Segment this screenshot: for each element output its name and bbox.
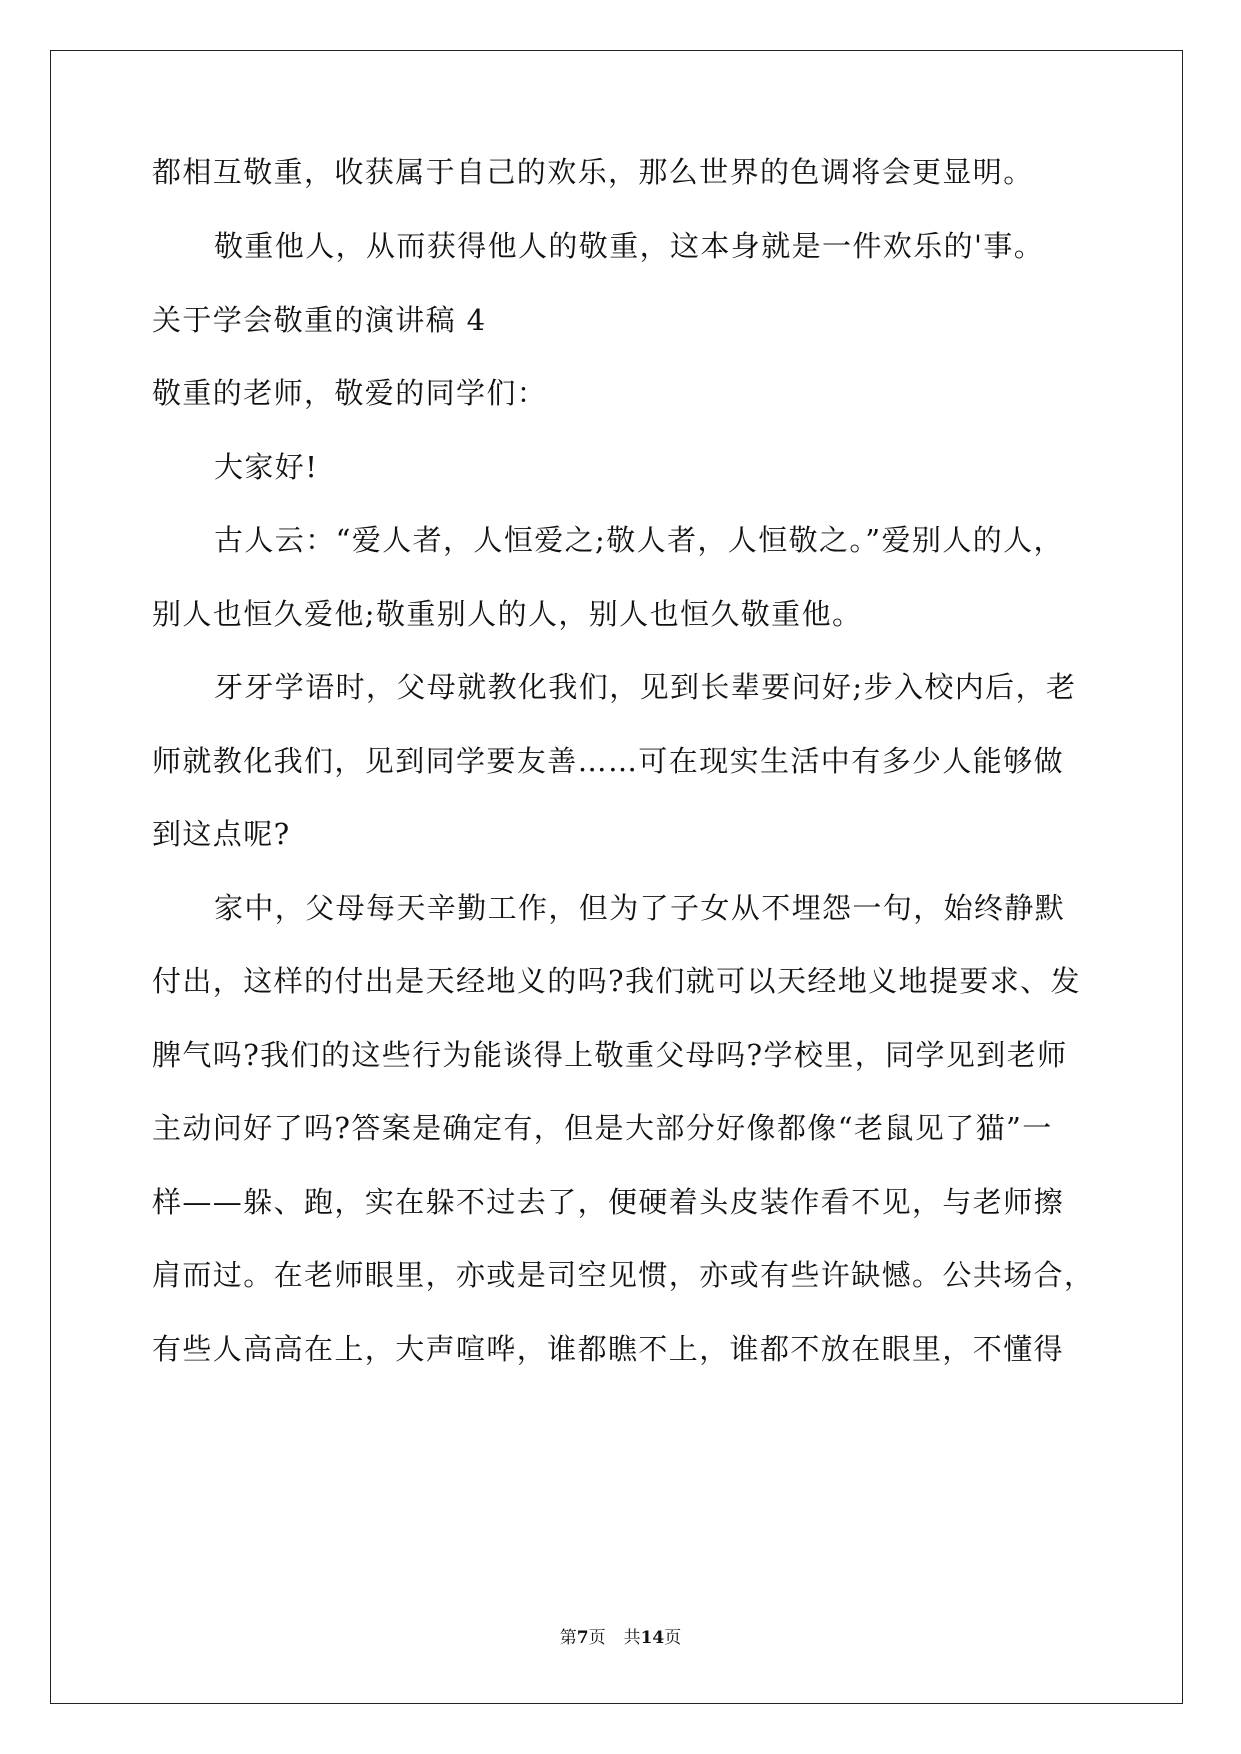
greeting: 大家好! <box>214 450 319 484</box>
text-line: 付出，这样的付出是天经地义的吗?我们就可以天经地义地提要求、发 <box>152 964 1081 998</box>
total-page-number: 14 <box>640 1628 665 1648</box>
text-line: 有些人高高在上，大声喧哗，谁都瞧不上，谁都不放在眼里，不懂得 <box>152 1332 1065 1366</box>
salutation: 敬重的老师，敬爱的同学们： <box>152 376 548 410</box>
text-line: 都相互敬重，收获属于自己的欢乐，那么世界的色调将会更显明。 <box>152 155 1034 189</box>
text-line: 主动问好了吗?答案是确定有，但是大部分好像都像“老鼠见了猫”一 <box>152 1111 1053 1145</box>
section-heading: 关于学会敬重的演讲稿 4 <box>152 303 487 337</box>
page-mid: 页 <box>588 1628 606 1648</box>
total-prefix: 共 <box>623 1628 641 1648</box>
paragraph-line: 敬重他人，从而获得他人的敬重，这本身就是一件欢乐的'事。 <box>214 229 1045 263</box>
page-footer <box>0 1626 1241 1650</box>
text-line: 肩而过。在老师眼里，亦或是司空见惯，亦或有些许缺憾。公共场合， <box>152 1258 1095 1292</box>
page-prefix: 第 <box>559 1628 577 1648</box>
total-suffix: 页 <box>664 1628 682 1648</box>
paragraph-line: 牙牙学语时，父母就教化我们，见到长辈要问好;步入校内后，老 <box>214 670 1077 704</box>
paragraph-line: 家中，父母每天辛勤工作，但为了子女从不埋怨一句，始终静默 <box>214 891 1066 925</box>
text-line: 样——躲、跑，实在躲不过去了，便硬着头皮装作看不见，与老师擦 <box>152 1185 1065 1219</box>
text-line: 师就教化我们，见到同学要友善……可在现实生活中有多少人能够做 <box>152 744 1065 778</box>
text-line: 别人也恒久爱他;敬重别人的人，别人也恒久敬重他。 <box>152 597 863 631</box>
text-line: 到这点呢? <box>152 817 291 851</box>
current-page-number: 7 <box>576 1628 589 1648</box>
page-frame <box>50 50 1183 1704</box>
text-line: 脾气吗?我们的这些行为能谈得上敬重父母吗?学校里，同学见到老师 <box>152 1038 1068 1072</box>
paragraph-line: 古人云：“爱人者，人恒爱之;敬人者，人恒敬之。”爱别人的人， <box>214 523 1064 557</box>
